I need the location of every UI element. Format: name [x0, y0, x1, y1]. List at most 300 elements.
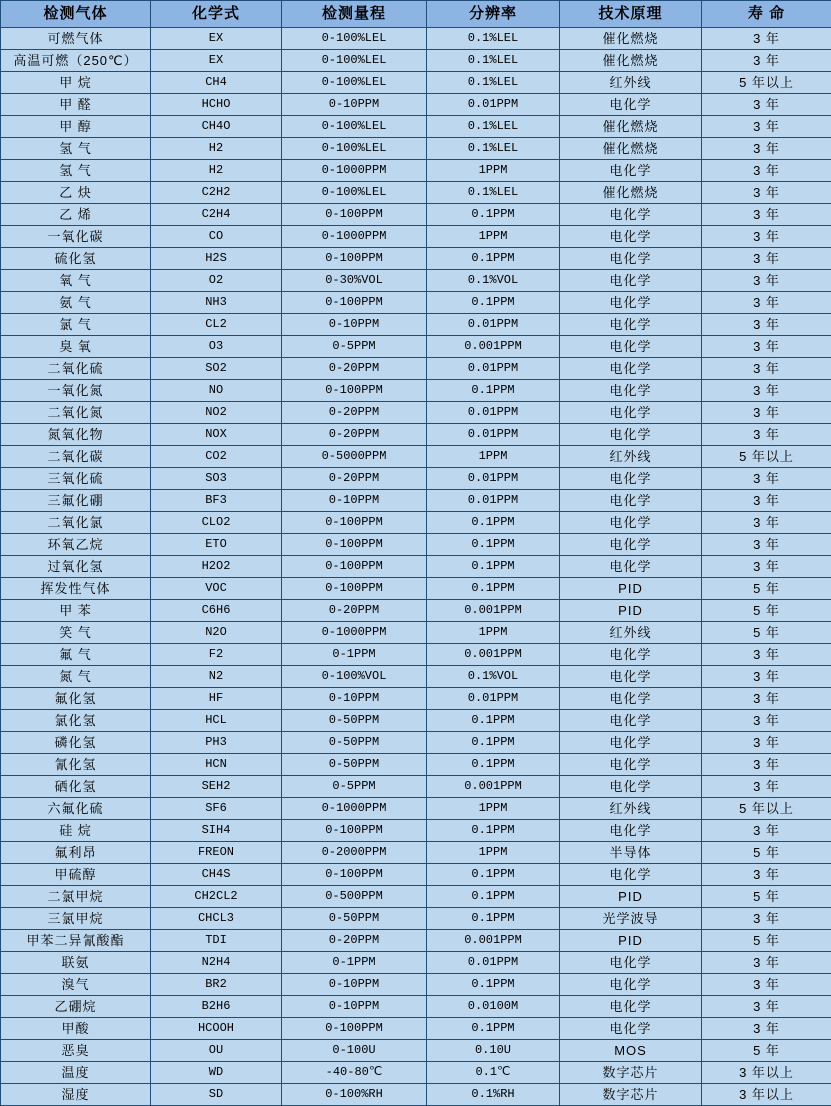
cell-formula: SIH4	[151, 820, 282, 842]
cell-principle: 电化学	[560, 248, 702, 270]
cell-lifespan: 3 年	[702, 864, 831, 886]
cell-principle: 电化学	[560, 380, 702, 402]
cell-principle: 催化燃烧	[560, 116, 702, 138]
cell-formula: CH4O	[151, 116, 282, 138]
cell-resolution: 1PPM	[427, 842, 560, 864]
cell-gas: 硅 烷	[1, 820, 151, 842]
cell-formula: CO2	[151, 446, 282, 468]
cell-principle: 电化学	[560, 534, 702, 556]
cell-resolution: 0.01PPM	[427, 358, 560, 380]
cell-resolution: 0.001PPM	[427, 600, 560, 622]
cell-principle: 电化学	[560, 314, 702, 336]
cell-resolution: 0.01PPM	[427, 94, 560, 116]
table-row	[1, 226, 831, 248]
cell-gas: 氰化氢	[1, 754, 151, 776]
cell-resolution: 0.01PPM	[427, 402, 560, 424]
table-row	[1, 94, 831, 116]
cell-lifespan: 3 年	[702, 952, 831, 974]
cell-gas: 氟化氢	[1, 688, 151, 710]
cell-resolution: 0.1%LEL	[427, 116, 560, 138]
cell-lifespan: 3 年	[702, 358, 831, 380]
cell-formula: NO	[151, 380, 282, 402]
cell-resolution: 0.1%VOL	[427, 666, 560, 688]
cell-resolution: 0.1PPM	[427, 204, 560, 226]
table-row	[1, 600, 831, 622]
cell-range: 0-100%LEL	[282, 50, 427, 72]
cell-principle: 电化学	[560, 292, 702, 314]
cell-lifespan: 3 年	[702, 644, 831, 666]
cell-gas: 二氯甲烷	[1, 886, 151, 908]
table-row	[1, 424, 831, 446]
table-row	[1, 732, 831, 754]
cell-principle: 催化燃烧	[560, 50, 702, 72]
cell-lifespan: 3 年	[702, 1018, 831, 1040]
cell-range: 0-100PPM	[282, 512, 427, 534]
cell-gas: 过氧化氢	[1, 556, 151, 578]
cell-principle: 电化学	[560, 732, 702, 754]
table-row	[1, 996, 831, 1018]
cell-range: 0-1000PPM	[282, 226, 427, 248]
cell-lifespan: 5 年	[702, 886, 831, 908]
cell-lifespan: 3 年以上	[702, 1062, 831, 1084]
cell-resolution: 0.1PPM	[427, 908, 560, 930]
cell-lifespan: 5 年以上	[702, 72, 831, 94]
cell-principle: 电化学	[560, 402, 702, 424]
cell-gas: 甲 苯	[1, 600, 151, 622]
cell-formula: OU	[151, 1040, 282, 1062]
table-row	[1, 864, 831, 886]
cell-lifespan: 5 年	[702, 622, 831, 644]
cell-resolution: 0.001PPM	[427, 644, 560, 666]
table-row	[1, 1084, 831, 1106]
cell-gas: 溴气	[1, 974, 151, 996]
cell-gas: 高温可燃（250℃）	[1, 50, 151, 72]
table-row	[1, 710, 831, 732]
cell-principle: PID	[560, 600, 702, 622]
cell-gas: 联氨	[1, 952, 151, 974]
cell-resolution: 0.1%RH	[427, 1084, 560, 1106]
cell-resolution: 0.1PPM	[427, 710, 560, 732]
cell-range: 0-10PPM	[282, 314, 427, 336]
table-row	[1, 754, 831, 776]
cell-lifespan: 3 年	[702, 490, 831, 512]
cell-resolution: 0.1%LEL	[427, 138, 560, 160]
cell-formula: NH3	[151, 292, 282, 314]
table-row	[1, 776, 831, 798]
cell-resolution: 0.1PPM	[427, 732, 560, 754]
table-row	[1, 402, 831, 424]
cell-lifespan: 5 年	[702, 578, 831, 600]
cell-range: 0-1000PPM	[282, 622, 427, 644]
cell-lifespan: 3 年	[702, 204, 831, 226]
column-header-lifespan: 寿 命	[702, 1, 831, 28]
cell-gas: 氯 气	[1, 314, 151, 336]
cell-gas: 氨 气	[1, 292, 151, 314]
cell-principle: 电化学	[560, 644, 702, 666]
cell-range: 0-500PPM	[282, 886, 427, 908]
cell-lifespan: 3 年	[702, 402, 831, 424]
cell-formula: CHCL3	[151, 908, 282, 930]
cell-resolution: 0.1PPM	[427, 578, 560, 600]
table-row	[1, 314, 831, 336]
table-row	[1, 820, 831, 842]
table-row	[1, 50, 831, 72]
cell-gas: 甲苯二异氰酸酯	[1, 930, 151, 952]
cell-lifespan: 3 年	[702, 28, 831, 50]
cell-gas: 可燃气体	[1, 28, 151, 50]
table-header-row	[1, 1, 831, 28]
cell-range: 0-5PPM	[282, 336, 427, 358]
cell-principle: 电化学	[560, 204, 702, 226]
cell-range: 0-10PPM	[282, 688, 427, 710]
cell-resolution: 0.1PPM	[427, 292, 560, 314]
table-row	[1, 952, 831, 974]
cell-formula: BF3	[151, 490, 282, 512]
cell-lifespan: 3 年	[702, 688, 831, 710]
cell-formula: HCOOH	[151, 1018, 282, 1040]
cell-range: 0-100PPM	[282, 248, 427, 270]
cell-resolution: 0.001PPM	[427, 776, 560, 798]
cell-formula: CL2	[151, 314, 282, 336]
table-row	[1, 138, 831, 160]
table-row	[1, 644, 831, 666]
cell-resolution: 0.01PPM	[427, 424, 560, 446]
cell-resolution: 0.1PPM	[427, 886, 560, 908]
cell-principle: 电化学	[560, 512, 702, 534]
cell-gas: 一氧化氮	[1, 380, 151, 402]
cell-range: 0-1000PPM	[282, 798, 427, 820]
cell-formula: N2O	[151, 622, 282, 644]
cell-principle: 电化学	[560, 754, 702, 776]
cell-gas: 乙 炔	[1, 182, 151, 204]
cell-principle: 催化燃烧	[560, 138, 702, 160]
cell-formula: H2	[151, 160, 282, 182]
table-row	[1, 1018, 831, 1040]
table-row	[1, 578, 831, 600]
cell-lifespan: 3 年	[702, 732, 831, 754]
cell-principle: 电化学	[560, 974, 702, 996]
cell-range: 0-100U	[282, 1040, 427, 1062]
table-row	[1, 556, 831, 578]
cell-range: 0-1000PPM	[282, 160, 427, 182]
cell-principle: 电化学	[560, 270, 702, 292]
cell-resolution: 0.01PPM	[427, 952, 560, 974]
cell-resolution: 0.01PPM	[427, 688, 560, 710]
cell-resolution: 0.1%LEL	[427, 50, 560, 72]
cell-principle: 数字芯片	[560, 1062, 702, 1084]
cell-principle: 催化燃烧	[560, 28, 702, 50]
cell-formula: H2S	[151, 248, 282, 270]
cell-principle: 红外线	[560, 72, 702, 94]
cell-formula: HCL	[151, 710, 282, 732]
cell-principle: 数字芯片	[560, 1084, 702, 1106]
table-row	[1, 622, 831, 644]
cell-gas: 环氧乙烷	[1, 534, 151, 556]
cell-formula: C2H4	[151, 204, 282, 226]
cell-resolution: 0.1PPM	[427, 534, 560, 556]
cell-range: 0-10PPM	[282, 974, 427, 996]
table-row	[1, 160, 831, 182]
cell-formula: C6H6	[151, 600, 282, 622]
cell-lifespan: 3 年	[702, 50, 831, 72]
table-row	[1, 336, 831, 358]
cell-gas: 臭 氧	[1, 336, 151, 358]
cell-lifespan: 3 年	[702, 512, 831, 534]
cell-formula: SO2	[151, 358, 282, 380]
cell-range: 0-50PPM	[282, 754, 427, 776]
table-header	[1, 1, 831, 28]
cell-range: 0-100PPM	[282, 820, 427, 842]
cell-formula: CH4	[151, 72, 282, 94]
cell-lifespan: 5 年以上	[702, 446, 831, 468]
table-row	[1, 798, 831, 820]
cell-range: -40-80℃	[282, 1062, 427, 1084]
cell-lifespan: 5 年以上	[702, 798, 831, 820]
table-row	[1, 468, 831, 490]
cell-resolution: 0.1%LEL	[427, 182, 560, 204]
cell-range: 0-2000PPM	[282, 842, 427, 864]
cell-formula: FREON	[151, 842, 282, 864]
cell-range: 0-100%LEL	[282, 182, 427, 204]
cell-range: 0-1PPM	[282, 644, 427, 666]
cell-principle: 电化学	[560, 226, 702, 248]
cell-principle: 电化学	[560, 776, 702, 798]
cell-formula: SO3	[151, 468, 282, 490]
cell-range: 0-30%VOL	[282, 270, 427, 292]
cell-resolution: 0.1%VOL	[427, 270, 560, 292]
cell-formula: O2	[151, 270, 282, 292]
cell-gas: 乙硼烷	[1, 996, 151, 1018]
cell-resolution: 0.1PPM	[427, 820, 560, 842]
cell-gas: 氮 气	[1, 666, 151, 688]
cell-principle: 红外线	[560, 446, 702, 468]
cell-formula: H2	[151, 138, 282, 160]
cell-formula: HCHO	[151, 94, 282, 116]
cell-lifespan: 3 年	[702, 226, 831, 248]
cell-resolution: 0.001PPM	[427, 930, 560, 952]
cell-range: 0-10PPM	[282, 490, 427, 512]
cell-principle: 电化学	[560, 336, 702, 358]
cell-formula: N2H4	[151, 952, 282, 974]
table-row	[1, 358, 831, 380]
cell-lifespan: 3 年	[702, 556, 831, 578]
cell-principle: 半导体	[560, 842, 702, 864]
cell-formula: SD	[151, 1084, 282, 1106]
cell-lifespan: 3 年	[702, 468, 831, 490]
cell-gas: 氧 气	[1, 270, 151, 292]
cell-resolution: 0.01PPM	[427, 314, 560, 336]
table-row	[1, 666, 831, 688]
table-row	[1, 380, 831, 402]
cell-principle: 光学波导	[560, 908, 702, 930]
cell-gas: 氢 气	[1, 160, 151, 182]
table-body	[1, 28, 831, 1106]
cell-formula: PH3	[151, 732, 282, 754]
cell-gas: 恶臭	[1, 1040, 151, 1062]
cell-lifespan: 3 年	[702, 380, 831, 402]
cell-lifespan: 3 年	[702, 182, 831, 204]
cell-principle: PID	[560, 930, 702, 952]
cell-gas: 氯化氢	[1, 710, 151, 732]
cell-range: 0-100%RH	[282, 1084, 427, 1106]
cell-lifespan: 3 年以上	[702, 1084, 831, 1106]
cell-range: 0-100%LEL	[282, 138, 427, 160]
cell-resolution: 0.1PPM	[427, 864, 560, 886]
cell-range: 0-20PPM	[282, 358, 427, 380]
cell-resolution: 0.0100M	[427, 996, 560, 1018]
cell-lifespan: 3 年	[702, 996, 831, 1018]
table-row	[1, 974, 831, 996]
cell-range: 0-100%LEL	[282, 28, 427, 50]
cell-range: 0-100%VOL	[282, 666, 427, 688]
cell-resolution: 0.01PPM	[427, 468, 560, 490]
cell-range: 0-20PPM	[282, 468, 427, 490]
cell-principle: 电化学	[560, 468, 702, 490]
cell-lifespan: 5 年	[702, 842, 831, 864]
cell-resolution: 1PPM	[427, 622, 560, 644]
cell-gas: 硫化氢	[1, 248, 151, 270]
cell-resolution: 0.1%LEL	[427, 28, 560, 50]
table-row	[1, 116, 831, 138]
cell-formula: CLO2	[151, 512, 282, 534]
cell-principle: 红外线	[560, 798, 702, 820]
cell-range: 0-20PPM	[282, 600, 427, 622]
cell-gas: 氢 气	[1, 138, 151, 160]
cell-range: 0-100%LEL	[282, 116, 427, 138]
cell-principle: 电化学	[560, 556, 702, 578]
cell-gas: 二氧化氯	[1, 512, 151, 534]
cell-lifespan: 5 年	[702, 930, 831, 952]
cell-gas: 温度	[1, 1062, 151, 1084]
cell-gas: 六氟化硫	[1, 798, 151, 820]
table-row	[1, 1062, 831, 1084]
cell-formula: TDI	[151, 930, 282, 952]
cell-lifespan: 3 年	[702, 270, 831, 292]
cell-range: 0-1PPM	[282, 952, 427, 974]
cell-gas: 二氧化硫	[1, 358, 151, 380]
cell-lifespan: 3 年	[702, 116, 831, 138]
cell-formula: O3	[151, 336, 282, 358]
column-header-resolution: 分辨率	[427, 1, 560, 28]
cell-lifespan: 3 年	[702, 314, 831, 336]
cell-range: 0-100%LEL	[282, 72, 427, 94]
cell-principle: 红外线	[560, 622, 702, 644]
table-row	[1, 204, 831, 226]
cell-lifespan: 3 年	[702, 424, 831, 446]
table-row	[1, 688, 831, 710]
cell-gas: 硒化氢	[1, 776, 151, 798]
cell-resolution: 0.1PPM	[427, 512, 560, 534]
cell-range: 0-100PPM	[282, 578, 427, 600]
cell-principle: 电化学	[560, 358, 702, 380]
cell-range: 0-50PPM	[282, 908, 427, 930]
table-row	[1, 292, 831, 314]
cell-formula: SEH2	[151, 776, 282, 798]
cell-principle: 电化学	[560, 424, 702, 446]
cell-resolution: 1PPM	[427, 226, 560, 248]
cell-formula: ETO	[151, 534, 282, 556]
cell-formula: WD	[151, 1062, 282, 1084]
table-row	[1, 534, 831, 556]
table-row	[1, 270, 831, 292]
table-row	[1, 842, 831, 864]
cell-resolution: 0.10U	[427, 1040, 560, 1062]
cell-resolution: 0.001PPM	[427, 336, 560, 358]
cell-range: 0-50PPM	[282, 732, 427, 754]
cell-gas: 二氧化碳	[1, 446, 151, 468]
cell-resolution: 0.01PPM	[427, 490, 560, 512]
table-row	[1, 908, 831, 930]
cell-gas: 甲 醇	[1, 116, 151, 138]
cell-principle: MOS	[560, 1040, 702, 1062]
cell-lifespan: 5 年	[702, 1040, 831, 1062]
cell-principle: PID	[560, 578, 702, 600]
cell-resolution: 0.1PPM	[427, 754, 560, 776]
cell-range: 0-20PPM	[282, 930, 427, 952]
cell-range: 0-100PPM	[282, 1018, 427, 1040]
cell-gas: 甲 烷	[1, 72, 151, 94]
cell-gas: 三氯甲烷	[1, 908, 151, 930]
cell-formula: HF	[151, 688, 282, 710]
cell-range: 0-100PPM	[282, 864, 427, 886]
cell-gas: 甲 醛	[1, 94, 151, 116]
cell-lifespan: 3 年	[702, 248, 831, 270]
cell-resolution: 1PPM	[427, 446, 560, 468]
cell-gas: 三氧化硫	[1, 468, 151, 490]
cell-resolution: 0.1%LEL	[427, 72, 560, 94]
table-row	[1, 490, 831, 512]
table-row	[1, 28, 831, 50]
cell-gas: 湿度	[1, 1084, 151, 1106]
cell-principle: 电化学	[560, 490, 702, 512]
column-header-gas: 检测气体	[1, 1, 151, 28]
table-row	[1, 930, 831, 952]
cell-range: 0-20PPM	[282, 424, 427, 446]
cell-resolution: 1PPM	[427, 160, 560, 182]
cell-gas: 甲硫醇	[1, 864, 151, 886]
cell-principle: 电化学	[560, 820, 702, 842]
cell-gas: 二氧化氮	[1, 402, 151, 424]
column-header-principle: 技术原理	[560, 1, 702, 28]
cell-gas: 笑 气	[1, 622, 151, 644]
cell-formula: EX	[151, 50, 282, 72]
cell-gas: 氟 气	[1, 644, 151, 666]
cell-formula: NO2	[151, 402, 282, 424]
cell-resolution: 1PPM	[427, 798, 560, 820]
cell-lifespan: 3 年	[702, 534, 831, 556]
cell-lifespan: 3 年	[702, 710, 831, 732]
cell-principle: 电化学	[560, 710, 702, 732]
table-row	[1, 886, 831, 908]
cell-resolution: 0.1PPM	[427, 380, 560, 402]
cell-range: 0-100PPM	[282, 556, 427, 578]
cell-principle: 催化燃烧	[560, 182, 702, 204]
cell-formula: HCN	[151, 754, 282, 776]
cell-formula: F2	[151, 644, 282, 666]
cell-principle: 电化学	[560, 666, 702, 688]
cell-principle: 电化学	[560, 864, 702, 886]
table-row	[1, 446, 831, 468]
cell-principle: 电化学	[560, 996, 702, 1018]
cell-formula: VOC	[151, 578, 282, 600]
cell-gas: 甲酸	[1, 1018, 151, 1040]
cell-range: 0-10PPM	[282, 94, 427, 116]
cell-formula: NOX	[151, 424, 282, 446]
cell-formula: CH4S	[151, 864, 282, 886]
cell-range: 0-100PPM	[282, 534, 427, 556]
cell-lifespan: 3 年	[702, 908, 831, 930]
table-row	[1, 248, 831, 270]
